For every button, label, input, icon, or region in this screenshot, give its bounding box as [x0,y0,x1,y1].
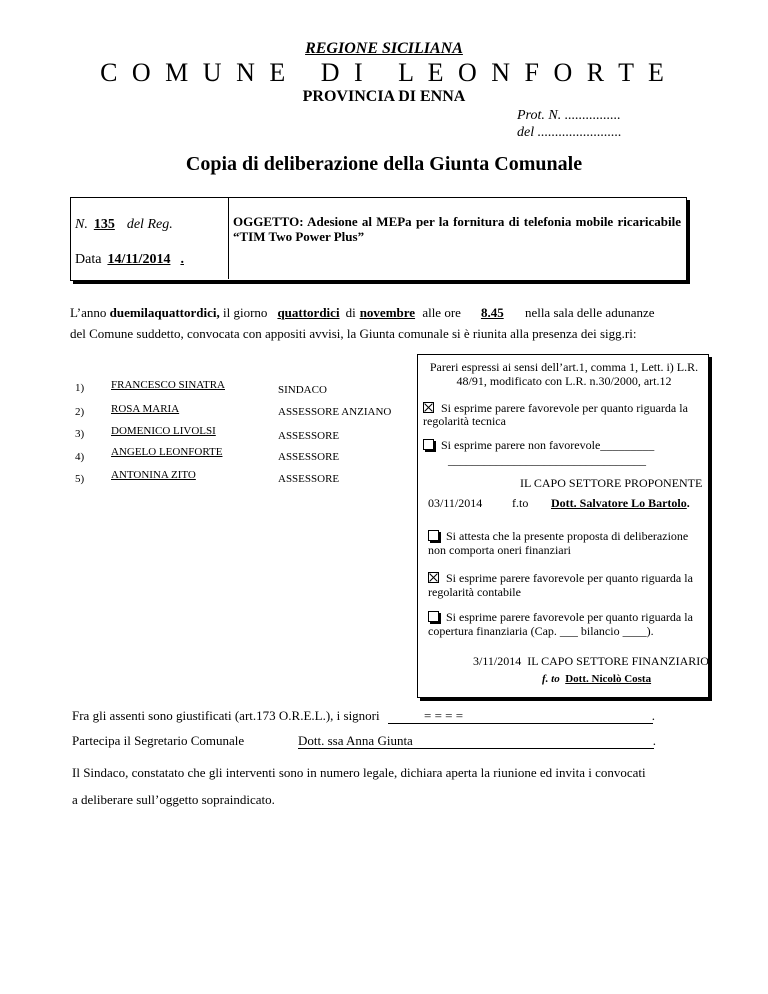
prot-date: del ........................ [517,125,622,140]
provincia-heading: PROVINCIA DI ENNA [302,88,466,105]
member-name: ANGELO LEONFORTE [111,446,223,458]
contabile-statement: Si esprime parere favorevole per quanto riguarda la regolarità contabile [428,571,693,599]
member-name: ANTONINA ZITO [111,469,196,481]
oggetto: OGGETTO: Adesione al MEPa per la fornitura di telefonia mobile ricaricabile “TIM Two Power Plus” [233,214,681,244]
header-box [70,197,687,281]
reg-number: N. 135 del Reg. [75,217,173,232]
proponente-signature: Dott. Salvatore Lo Bartolo. [551,496,690,510]
checked-checkbox-icon [428,572,439,583]
empty-checkbox-icon [428,530,439,541]
page-title: Copia di deliberazione della Giunta Comunale [185,153,583,175]
member-number: 2) [75,406,85,418]
member-name: FRANCESCO SINATRA [111,379,225,391]
pareri-title: Pareri espressi ai sensi dell’art.1, comma 1, Lett. i) L.R. 48/91, modificato con L.R. n.30/2000, art.12 [429,360,699,388]
member-role: ASSESSORE [278,430,340,442]
closing-line-1: Il Sindaco, constatato che gli interventi sono in numero legale, dichiara aperta la riunione ed invita i convocati [72,765,646,780]
comune-heading: C O M U N E D I L E O N F O R T E [100,58,668,87]
reg-date: Data 14/11/2014 . [75,252,184,267]
finanziario-line: 3/11/2014 IL CAPO SETTORE FINANZIARIO [473,654,709,668]
assenti-label: Fra gli assenti sono giustificati (art.173 O.R.E.L.), i signori [72,708,380,723]
capo-proponente: IL CAPO SETTORE PROPONENTE [520,476,703,490]
copertura-statement: Si esprime parere favorevole per quanto riguarda la copertura finanziaria (Cap. ___ bilancio ____). [428,610,693,638]
assenti-value: = = = = [424,708,464,723]
segretario-end: . [652,733,656,748]
member-role: SINDACO [278,384,327,396]
member-role: ASSESSORE ANZIANO [278,406,392,418]
member-role: ASSESSORE [278,473,340,485]
proponente-date: 03/11/2014 [428,496,483,510]
intro-line-2: del Comune suddetto, convocata con appositi avvisi, la Giunta comunale si è riunita alla presenza dei sigg.ri: [70,326,637,341]
box-divider [228,198,229,279]
segretario-label: Partecipa il Segretario Comunale [72,733,245,748]
empty-checkbox-icon [428,611,439,622]
finanziario-signature: f. to Dott. Nicolò Costa [542,673,652,685]
member-number: 4) [75,451,85,463]
empty-checkbox-icon [423,439,434,450]
prot-number: Prot. N. ................ [517,108,621,123]
segretario-name: Dott. ssa Anna Giunta [298,733,413,748]
fto-label: f.to [512,496,529,510]
closing-line-2: a deliberare sull’oggetto sopraindicato. [72,792,275,807]
intro-line-1: L’anno duemilaquattordici, il giorno quattordici di novembre alle ore 8.45 nella sala delle adunanze [70,305,655,320]
region-heading: REGIONE SICILIANA [305,40,463,57]
pareri-box [417,354,709,698]
member-name: ROSA MARIA [111,403,180,415]
segretario-field [298,733,654,749]
oneri-statement: Si attesta che la presente proposta di deliberazione non comporta oneri finanziari [428,529,689,557]
blank-line: _________________________________ [448,453,646,467]
assenti-end: . [651,708,655,723]
member-number: 3) [75,428,85,440]
checked-checkbox-icon [423,402,434,413]
tech-favourable: Si esprime parere favorevole per quanto riguarda la regolarità tecnica [423,401,688,428]
member-number: 5) [75,473,85,485]
member-role: ASSESSORE [278,451,340,463]
member-name: DOMENICO LIVOLSI [111,425,216,437]
member-number: 1) [75,382,85,394]
tech-not-favourable: Si esprime parere non favorevole_________ [423,438,654,453]
assenti-field [388,708,653,724]
